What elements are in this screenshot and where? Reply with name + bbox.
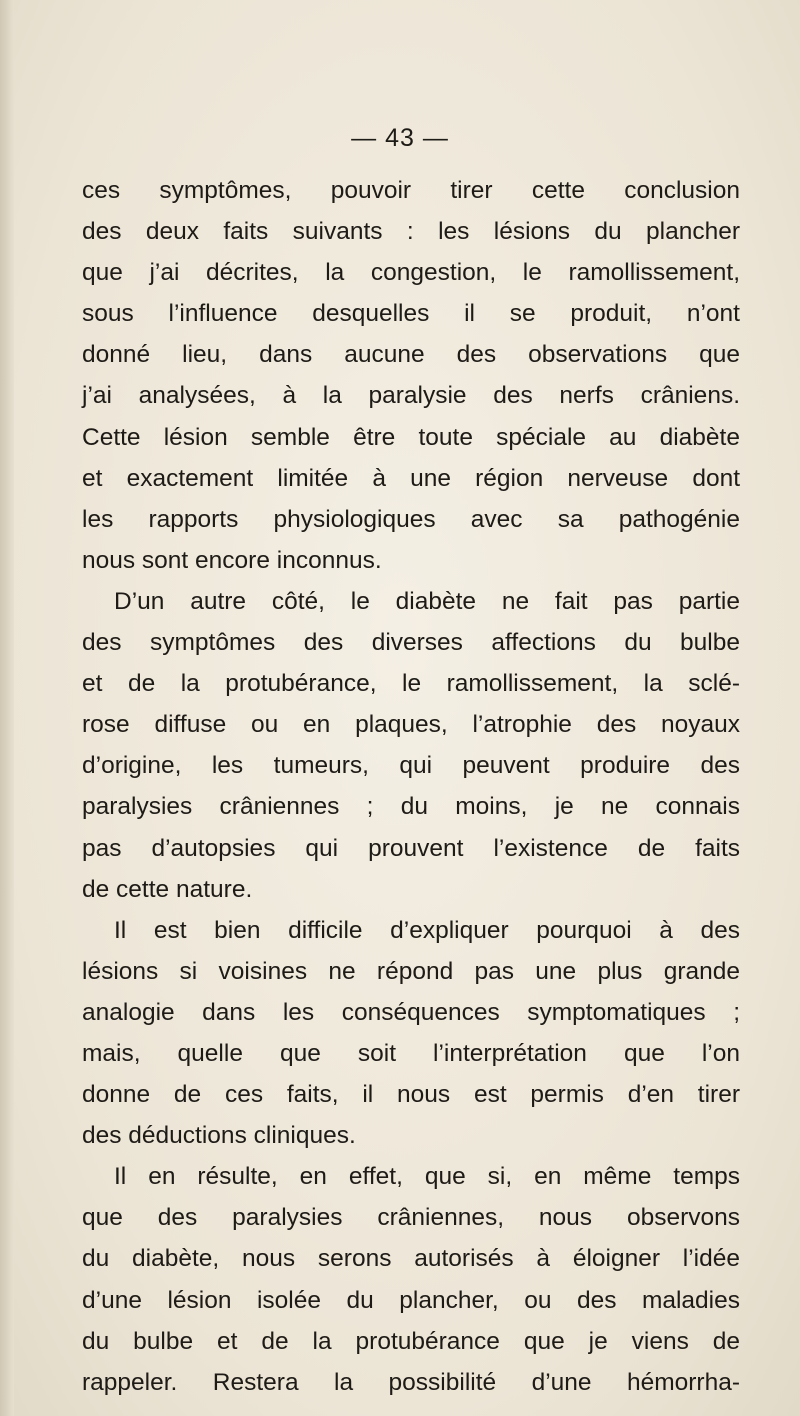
text-line: sous l’influence desquelles il se produit, n’ont	[82, 300, 740, 328]
text-line: que j’ai décrites, la congestion, le ramollissement,	[82, 259, 740, 287]
text-line: Cette lésion semble être toute spéciale au diabète	[82, 423, 740, 451]
text-line: donné lieu, dans aucune des observations que	[82, 341, 740, 369]
text-line: ces symptômes, pouvoir tirer cette conclusion	[82, 177, 740, 204]
paragraph-start-line: Il est bien difficile d’expliquer pourquoi à des	[114, 916, 740, 944]
paragraph-start-line: D’un autre côté, le diabète ne fait pas partie	[114, 587, 740, 615]
text-line: mais, quelle que soit l’interprétation que l’on	[82, 1039, 740, 1067]
text-line: et exactement limitée à une région nerveuse dont	[82, 464, 740, 492]
text-line: des symptômes des diverses affections du bulbe	[82, 629, 740, 657]
text-line: paralysies crâniennes ; du moins, je ne connais	[82, 793, 740, 821]
text-line: et de la protubérance, le ramollissement, la sclé-	[82, 670, 740, 698]
paragraph-start-line: Il en résulte, en effet, que si, en même temps	[114, 1163, 740, 1191]
text-line: du bulbe et de la protubérance que je viens de	[82, 1327, 740, 1355]
text-line: j’ai analysées, à la paralysie des nerfs crâniens.	[82, 382, 740, 410]
binding-edge	[0, 0, 14, 1416]
page-number: — 43 —	[351, 124, 449, 152]
text-line: rose diffuse ou en plaques, l’atrophie des noyaux	[82, 711, 740, 739]
text-line: d’origine, les tumeurs, qui peuvent produire des	[82, 752, 740, 780]
text-line: que des paralysies crâniennes, nous observons	[82, 1204, 740, 1232]
text-line: de cette nature.	[82, 875, 253, 903]
text-line: nous sont encore inconnus.	[82, 546, 382, 574]
text-line: d’une lésion isolée du plancher, ou des maladies	[82, 1286, 740, 1314]
text-line: lésions si voisines ne répond pas une plus grande	[82, 957, 740, 985]
text-line: donne de ces faits, il nous est permis d’en tirer	[82, 1081, 740, 1109]
text-line: rappeler. Restera la possibilité d’une hémorrha-	[82, 1368, 740, 1396]
text-line: des déductions cliniques.	[82, 1122, 356, 1150]
text-line: analogie dans les conséquences symptomatiques ;	[82, 998, 740, 1026]
text-line: pas d’autopsies qui prouvent l’existence de faits	[82, 834, 740, 862]
text-line: des deux faits suivants : les lésions du plancher	[82, 218, 740, 246]
text-line: les rapports physiologiques avec sa pathogénie	[82, 505, 740, 533]
body-text	[82, 170, 740, 1403]
text-line: du diabète, nous serons autorisés à éloigner l’idée	[82, 1245, 740, 1273]
